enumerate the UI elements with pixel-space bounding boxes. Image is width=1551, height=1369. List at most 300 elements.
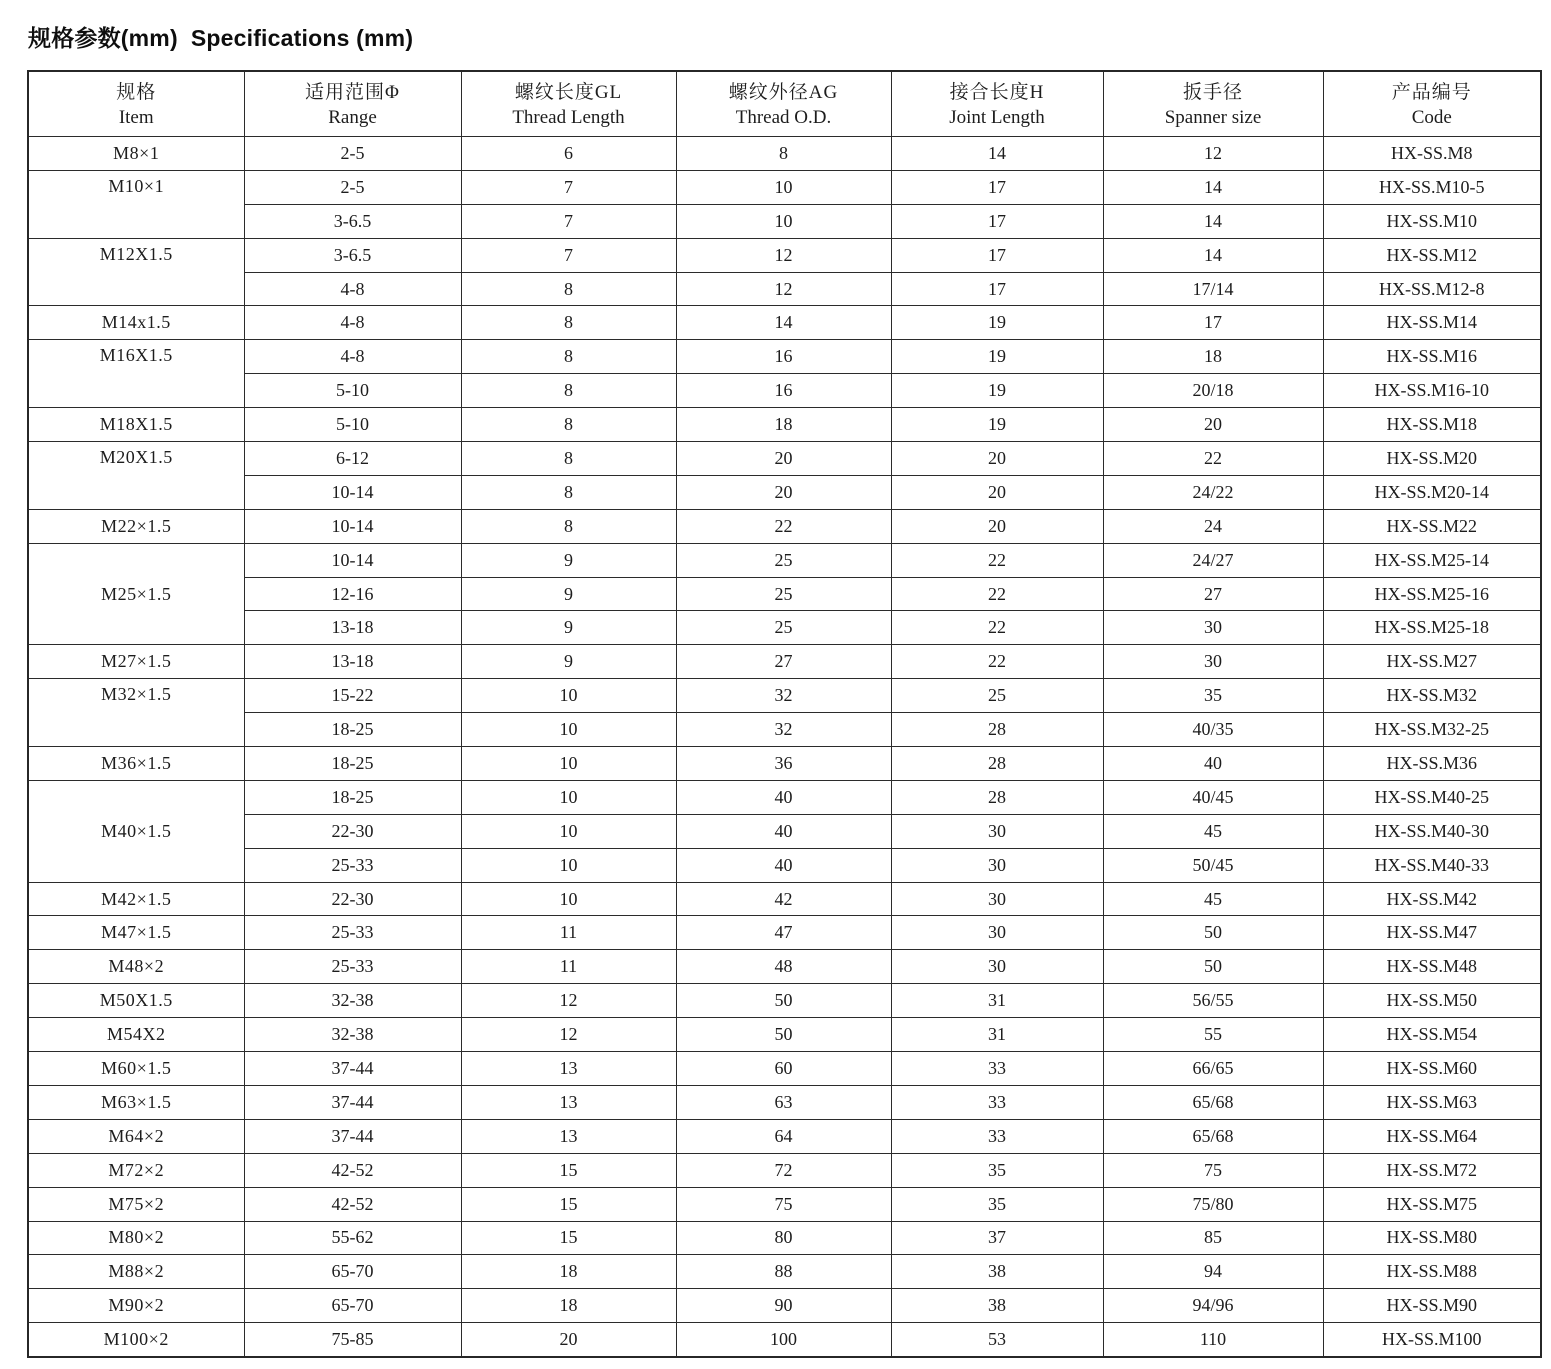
cell-code: HX-SS.M88 xyxy=(1323,1255,1541,1289)
cell-thread-od: 36 xyxy=(676,747,891,781)
page-title-en: Specifications (mm) xyxy=(190,25,414,51)
cell-code: HX-SS.M12 xyxy=(1323,238,1541,272)
cell-thread-od: 80 xyxy=(676,1221,891,1255)
header-label-zh: 螺纹外径AG xyxy=(728,81,839,103)
cell-thread-od: 20 xyxy=(676,442,891,476)
table-row xyxy=(28,170,1541,204)
cell-thread-od: 25 xyxy=(676,611,891,645)
cell-range: 10-14 xyxy=(244,475,461,509)
cell-thread-od: 25 xyxy=(676,543,891,577)
table-row xyxy=(28,713,1541,747)
header-label-zh: 扳手径 xyxy=(1182,81,1243,103)
cell-spanner-size: 40/45 xyxy=(1103,780,1323,814)
cell-joint-length: 20 xyxy=(891,442,1103,476)
cell-thread-length: 11 xyxy=(461,950,676,984)
cell-spanner-size: 94 xyxy=(1103,1255,1323,1289)
cell-joint-length: 19 xyxy=(891,408,1103,442)
cell-range: 3-6.5 xyxy=(244,238,461,272)
cell-item: M75×2 xyxy=(28,1187,244,1221)
table-row xyxy=(28,442,1541,476)
cell-spanner-size: 35 xyxy=(1103,679,1323,713)
cell-spanner-size: 56/55 xyxy=(1103,984,1323,1018)
cell-thread-length: 6 xyxy=(461,137,676,171)
cell-code: HX-SS.M40-30 xyxy=(1323,814,1541,848)
cell-thread-length: 7 xyxy=(461,238,676,272)
cell-joint-length: 22 xyxy=(891,577,1103,611)
column-header-spanner-size xyxy=(1103,71,1323,137)
cell-range: 25-33 xyxy=(244,916,461,950)
cell-thread-length: 10 xyxy=(461,713,676,747)
cell-range: 37-44 xyxy=(244,1052,461,1086)
cell-thread-od: 16 xyxy=(676,374,891,408)
cell-spanner-size: 12 xyxy=(1103,137,1323,171)
table-row xyxy=(28,475,1541,509)
cell-thread-length: 10 xyxy=(461,780,676,814)
cell-range: 22-30 xyxy=(244,814,461,848)
cell-thread-length: 9 xyxy=(461,543,676,577)
header-label-zh: 产品编号 xyxy=(1391,81,1472,103)
cell-code: HX-SS.M48 xyxy=(1323,950,1541,984)
cell-thread-od: 32 xyxy=(676,679,891,713)
cell-joint-length: 30 xyxy=(891,848,1103,882)
cell-code: HX-SS.M25-16 xyxy=(1323,577,1541,611)
cell-thread-length: 18 xyxy=(461,1289,676,1323)
header-label-en: Thread O.D. xyxy=(735,107,832,129)
cell-spanner-size: 17/14 xyxy=(1103,272,1323,306)
cell-code: HX-SS.M16-10 xyxy=(1323,374,1541,408)
table-row xyxy=(28,272,1541,306)
cell-range: 37-44 xyxy=(244,1119,461,1153)
cell-spanner-size: 65/68 xyxy=(1103,1119,1323,1153)
cell-range: 55-62 xyxy=(244,1221,461,1255)
cell-item: M50X1.5 xyxy=(28,984,244,1018)
cell-spanner-size: 20/18 xyxy=(1103,374,1323,408)
cell-thread-length: 12 xyxy=(461,1018,676,1052)
cell-thread-od: 64 xyxy=(676,1119,891,1153)
cell-spanner-size: 66/65 xyxy=(1103,1052,1323,1086)
cell-range: 10-14 xyxy=(244,509,461,543)
cell-thread-length: 15 xyxy=(461,1153,676,1187)
cell-code: HX-SS.M100 xyxy=(1323,1323,1541,1357)
cell-joint-length: 30 xyxy=(891,814,1103,848)
cell-thread-length: 15 xyxy=(461,1221,676,1255)
cell-joint-length: 17 xyxy=(891,170,1103,204)
cell-thread-od: 14 xyxy=(676,306,891,340)
cell-code: HX-SS.M64 xyxy=(1323,1119,1541,1153)
cell-range: 15-22 xyxy=(244,679,461,713)
cell-thread-od: 27 xyxy=(676,645,891,679)
cell-thread-od: 72 xyxy=(676,1153,891,1187)
cell-spanner-size: 30 xyxy=(1103,611,1323,645)
cell-thread-length: 10 xyxy=(461,679,676,713)
cell-range: 25-33 xyxy=(244,848,461,882)
cell-spanner-size: 40 xyxy=(1103,747,1323,781)
page-title-zh: 规格参数(mm) xyxy=(28,25,178,51)
cell-thread-od: 100 xyxy=(676,1323,891,1357)
cell-joint-length: 14 xyxy=(891,137,1103,171)
table-row xyxy=(28,882,1541,916)
table-row xyxy=(28,1153,1541,1187)
column-header-thread-o-d xyxy=(676,71,891,137)
cell-thread-od: 32 xyxy=(676,713,891,747)
cell-range: 10-14 xyxy=(244,543,461,577)
cell-item: M80×2 xyxy=(28,1221,244,1255)
cell-thread-od: 50 xyxy=(676,1018,891,1052)
table-row xyxy=(28,916,1541,950)
cell-spanner-size: 17 xyxy=(1103,306,1323,340)
cell-joint-length: 30 xyxy=(891,916,1103,950)
table-header xyxy=(28,71,1541,137)
table-row xyxy=(28,408,1541,442)
cell-code: HX-SS.M50 xyxy=(1323,984,1541,1018)
cell-joint-length: 33 xyxy=(891,1119,1103,1153)
cell-range: 32-38 xyxy=(244,1018,461,1052)
header-label-en: Thread Length xyxy=(512,107,625,129)
cell-range: 42-52 xyxy=(244,1187,461,1221)
cell-joint-length: 38 xyxy=(891,1289,1103,1323)
table-row xyxy=(28,509,1541,543)
cell-spanner-size: 110 xyxy=(1103,1323,1323,1357)
table-row xyxy=(28,645,1541,679)
cell-item: M90×2 xyxy=(28,1289,244,1323)
cell-thread-od: 88 xyxy=(676,1255,891,1289)
cell-range: 37-44 xyxy=(244,1085,461,1119)
cell-joint-length: 38 xyxy=(891,1255,1103,1289)
cell-range: 18-25 xyxy=(244,780,461,814)
cell-item: M10×1 xyxy=(28,170,244,238)
cell-joint-length: 17 xyxy=(891,204,1103,238)
cell-spanner-size: 40/35 xyxy=(1103,713,1323,747)
table-row xyxy=(28,306,1541,340)
cell-item: M47×1.5 xyxy=(28,916,244,950)
cell-range: 5-10 xyxy=(244,408,461,442)
cell-spanner-size: 30 xyxy=(1103,645,1323,679)
cell-thread-length: 12 xyxy=(461,984,676,1018)
column-header-joint-length xyxy=(891,71,1103,137)
cell-item: M12X1.5 xyxy=(28,238,244,306)
header-label-zh: 适用范围Φ xyxy=(305,81,400,103)
cell-code: HX-SS.M25-18 xyxy=(1323,611,1541,645)
table-row xyxy=(28,374,1541,408)
cell-thread-od: 20 xyxy=(676,475,891,509)
cell-code: HX-SS.M63 xyxy=(1323,1085,1541,1119)
cell-range: 65-70 xyxy=(244,1289,461,1323)
cell-thread-length: 10 xyxy=(461,747,676,781)
cell-item: M22×1.5 xyxy=(28,509,244,543)
cell-spanner-size: 22 xyxy=(1103,442,1323,476)
cell-range: 18-25 xyxy=(244,713,461,747)
cell-thread-od: 10 xyxy=(676,204,891,238)
cell-item: M42×1.5 xyxy=(28,882,244,916)
cell-code: HX-SS.M10-5 xyxy=(1323,170,1541,204)
cell-code: HX-SS.M32-25 xyxy=(1323,713,1541,747)
cell-item: M20X1.5 xyxy=(28,442,244,510)
table-row xyxy=(28,204,1541,238)
cell-thread-od: 40 xyxy=(676,780,891,814)
table-row xyxy=(28,814,1541,848)
header-label-en: Code xyxy=(1411,107,1452,129)
cell-code: HX-SS.M10 xyxy=(1323,204,1541,238)
table-row xyxy=(28,340,1541,374)
table-row xyxy=(28,611,1541,645)
cell-spanner-size: 24/27 xyxy=(1103,543,1323,577)
cell-thread-length: 10 xyxy=(461,882,676,916)
cell-code: HX-SS.M72 xyxy=(1323,1153,1541,1187)
cell-joint-length: 17 xyxy=(891,272,1103,306)
cell-thread-length: 8 xyxy=(461,475,676,509)
cell-range: 32-38 xyxy=(244,984,461,1018)
header-label-en: Range xyxy=(328,107,377,129)
column-header-code xyxy=(1323,71,1541,137)
cell-spanner-size: 50/45 xyxy=(1103,848,1323,882)
cell-thread-length: 8 xyxy=(461,408,676,442)
cell-range: 18-25 xyxy=(244,747,461,781)
cell-spanner-size: 14 xyxy=(1103,238,1323,272)
table-row xyxy=(28,950,1541,984)
cell-thread-od: 75 xyxy=(676,1187,891,1221)
cell-range: 13-18 xyxy=(244,611,461,645)
cell-thread-length: 8 xyxy=(461,340,676,374)
cell-item: M88×2 xyxy=(28,1255,244,1289)
cell-item: M14x1.5 xyxy=(28,306,244,340)
cell-item: M54X2 xyxy=(28,1018,244,1052)
cell-joint-length: 28 xyxy=(891,713,1103,747)
table-row xyxy=(28,1323,1541,1357)
cell-thread-od: 8 xyxy=(676,137,891,171)
header-label-en: Joint Length xyxy=(949,107,1045,129)
table-row xyxy=(28,543,1541,577)
cell-item: M25×1.5 xyxy=(28,543,244,645)
cell-code: HX-SS.M60 xyxy=(1323,1052,1541,1086)
cell-item: M40×1.5 xyxy=(28,780,244,882)
cell-range: 2-5 xyxy=(244,170,461,204)
cell-code: HX-SS.M25-14 xyxy=(1323,543,1541,577)
cell-code: HX-SS.M80 xyxy=(1323,1221,1541,1255)
cell-thread-od: 12 xyxy=(676,272,891,306)
cell-code: HX-SS.M54 xyxy=(1323,1018,1541,1052)
cell-thread-length: 10 xyxy=(461,814,676,848)
table-row xyxy=(28,1119,1541,1153)
cell-item: M36×1.5 xyxy=(28,747,244,781)
cell-thread-od: 42 xyxy=(676,882,891,916)
cell-thread-length: 11 xyxy=(461,916,676,950)
cell-item: M72×2 xyxy=(28,1153,244,1187)
cell-item: M63×1.5 xyxy=(28,1085,244,1119)
cell-joint-length: 30 xyxy=(891,950,1103,984)
cell-code: HX-SS.M40-25 xyxy=(1323,780,1541,814)
table-body xyxy=(28,137,1541,1358)
cell-thread-od: 47 xyxy=(676,916,891,950)
cell-thread-length: 7 xyxy=(461,204,676,238)
cell-range: 25-33 xyxy=(244,950,461,984)
cell-item: M32×1.5 xyxy=(28,679,244,747)
table-row xyxy=(28,679,1541,713)
cell-code: HX-SS.M32 xyxy=(1323,679,1541,713)
cell-code: HX-SS.M42 xyxy=(1323,882,1541,916)
cell-item: M8×1 xyxy=(28,137,244,171)
cell-range: 3-6.5 xyxy=(244,204,461,238)
cell-spanner-size: 94/96 xyxy=(1103,1289,1323,1323)
cell-thread-od: 48 xyxy=(676,950,891,984)
cell-code: HX-SS.M18 xyxy=(1323,408,1541,442)
cell-code: HX-SS.M8 xyxy=(1323,137,1541,171)
cell-joint-length: 31 xyxy=(891,984,1103,1018)
cell-code: HX-SS.M47 xyxy=(1323,916,1541,950)
cell-spanner-size: 20 xyxy=(1103,408,1323,442)
cell-range: 4-8 xyxy=(244,306,461,340)
cell-item: M100×2 xyxy=(28,1323,244,1357)
cell-thread-length: 9 xyxy=(461,645,676,679)
cell-item: M27×1.5 xyxy=(28,645,244,679)
cell-thread-length: 8 xyxy=(461,442,676,476)
table-row xyxy=(28,1052,1541,1086)
cell-code: HX-SS.M90 xyxy=(1323,1289,1541,1323)
cell-code: HX-SS.M12-8 xyxy=(1323,272,1541,306)
cell-thread-od: 25 xyxy=(676,577,891,611)
cell-code: HX-SS.M20-14 xyxy=(1323,475,1541,509)
cell-thread-length: 15 xyxy=(461,1187,676,1221)
cell-spanner-size: 45 xyxy=(1103,814,1323,848)
header-label-zh: 螺纹长度GL xyxy=(514,81,623,103)
cell-joint-length: 20 xyxy=(891,475,1103,509)
cell-thread-length: 13 xyxy=(461,1052,676,1086)
table-row xyxy=(28,1289,1541,1323)
cell-range: 4-8 xyxy=(244,272,461,306)
table-row xyxy=(28,238,1541,272)
cell-spanner-size: 55 xyxy=(1103,1018,1323,1052)
cell-thread-od: 10 xyxy=(676,170,891,204)
cell-thread-length: 8 xyxy=(461,306,676,340)
cell-joint-length: 17 xyxy=(891,238,1103,272)
cell-thread-length: 8 xyxy=(461,272,676,306)
cell-range: 42-52 xyxy=(244,1153,461,1187)
cell-joint-length: 53 xyxy=(891,1323,1103,1357)
table-row xyxy=(28,1018,1541,1052)
cell-code: HX-SS.M14 xyxy=(1323,306,1541,340)
cell-range: 6-12 xyxy=(244,442,461,476)
cell-joint-length: 30 xyxy=(891,882,1103,916)
table-row xyxy=(28,848,1541,882)
table-row xyxy=(28,747,1541,781)
table-row xyxy=(28,137,1541,171)
cell-thread-length: 8 xyxy=(461,374,676,408)
cell-range: 65-70 xyxy=(244,1255,461,1289)
cell-code: HX-SS.M40-33 xyxy=(1323,848,1541,882)
cell-code: HX-SS.M22 xyxy=(1323,509,1541,543)
cell-joint-length: 19 xyxy=(891,374,1103,408)
cell-thread-od: 63 xyxy=(676,1085,891,1119)
cell-joint-length: 33 xyxy=(891,1052,1103,1086)
cell-thread-od: 16 xyxy=(676,340,891,374)
cell-code: HX-SS.M75 xyxy=(1323,1187,1541,1221)
cell-thread-length: 8 xyxy=(461,509,676,543)
table-row xyxy=(28,577,1541,611)
page-title xyxy=(28,20,1524,53)
cell-joint-length: 35 xyxy=(891,1153,1103,1187)
cell-joint-length: 25 xyxy=(891,679,1103,713)
cell-range: 12-16 xyxy=(244,577,461,611)
cell-spanner-size: 75/80 xyxy=(1103,1187,1323,1221)
cell-code: HX-SS.M36 xyxy=(1323,747,1541,781)
cell-joint-length: 31 xyxy=(891,1018,1103,1052)
cell-joint-length: 19 xyxy=(891,340,1103,374)
cell-thread-length: 9 xyxy=(461,577,676,611)
cell-spanner-size: 50 xyxy=(1103,950,1323,984)
header-row xyxy=(28,71,1541,137)
cell-joint-length: 35 xyxy=(891,1187,1103,1221)
header-label-zh: 接合长度H xyxy=(949,81,1045,103)
cell-joint-length: 22 xyxy=(891,645,1103,679)
cell-spanner-size: 65/68 xyxy=(1103,1085,1323,1119)
cell-item: M48×2 xyxy=(28,950,244,984)
cell-spanner-size: 14 xyxy=(1103,170,1323,204)
cell-joint-length: 28 xyxy=(891,780,1103,814)
cell-item: M60×1.5 xyxy=(28,1052,244,1086)
cell-spanner-size: 24/22 xyxy=(1103,475,1323,509)
cell-joint-length: 28 xyxy=(891,747,1103,781)
table-row xyxy=(28,1221,1541,1255)
column-header-range xyxy=(244,71,461,137)
cell-range: 13-18 xyxy=(244,645,461,679)
cell-thread-od: 40 xyxy=(676,814,891,848)
specifications-table xyxy=(27,70,1542,1358)
cell-range: 5-10 xyxy=(244,374,461,408)
cell-spanner-size: 75 xyxy=(1103,1153,1323,1187)
cell-range: 22-30 xyxy=(244,882,461,916)
table-row xyxy=(28,984,1541,1018)
cell-thread-od: 60 xyxy=(676,1052,891,1086)
cell-joint-length: 22 xyxy=(891,611,1103,645)
cell-thread-od: 22 xyxy=(676,509,891,543)
cell-range: 4-8 xyxy=(244,340,461,374)
cell-spanner-size: 18 xyxy=(1103,340,1323,374)
cell-thread-od: 50 xyxy=(676,984,891,1018)
cell-thread-length: 20 xyxy=(461,1323,676,1357)
cell-range: 2-5 xyxy=(244,137,461,171)
cell-joint-length: 19 xyxy=(891,306,1103,340)
cell-spanner-size: 85 xyxy=(1103,1221,1323,1255)
cell-thread-length: 10 xyxy=(461,848,676,882)
cell-item: M18X1.5 xyxy=(28,408,244,442)
column-header-thread-length xyxy=(461,71,676,137)
cell-range: 75-85 xyxy=(244,1323,461,1357)
cell-spanner-size: 50 xyxy=(1103,916,1323,950)
cell-joint-length: 22 xyxy=(891,543,1103,577)
cell-code: HX-SS.M27 xyxy=(1323,645,1541,679)
cell-spanner-size: 45 xyxy=(1103,882,1323,916)
cell-thread-length: 9 xyxy=(461,611,676,645)
cell-thread-length: 13 xyxy=(461,1119,676,1153)
cell-code: HX-SS.M20 xyxy=(1323,442,1541,476)
cell-spanner-size: 24 xyxy=(1103,509,1323,543)
table-row xyxy=(28,1085,1541,1119)
cell-item: M64×2 xyxy=(28,1119,244,1153)
cell-thread-length: 18 xyxy=(461,1255,676,1289)
cell-thread-length: 13 xyxy=(461,1085,676,1119)
cell-thread-length: 7 xyxy=(461,170,676,204)
table-row xyxy=(28,1255,1541,1289)
cell-spanner-size: 27 xyxy=(1103,577,1323,611)
header-label-en: Spanner size xyxy=(1164,107,1262,129)
header-label-zh: 规格 xyxy=(116,81,157,103)
cell-thread-od: 18 xyxy=(676,408,891,442)
cell-joint-length: 20 xyxy=(891,509,1103,543)
table-row xyxy=(28,1187,1541,1221)
cell-joint-length: 37 xyxy=(891,1221,1103,1255)
cell-code: HX-SS.M16 xyxy=(1323,340,1541,374)
header-label-en: Item xyxy=(118,107,154,129)
cell-thread-od: 12 xyxy=(676,238,891,272)
